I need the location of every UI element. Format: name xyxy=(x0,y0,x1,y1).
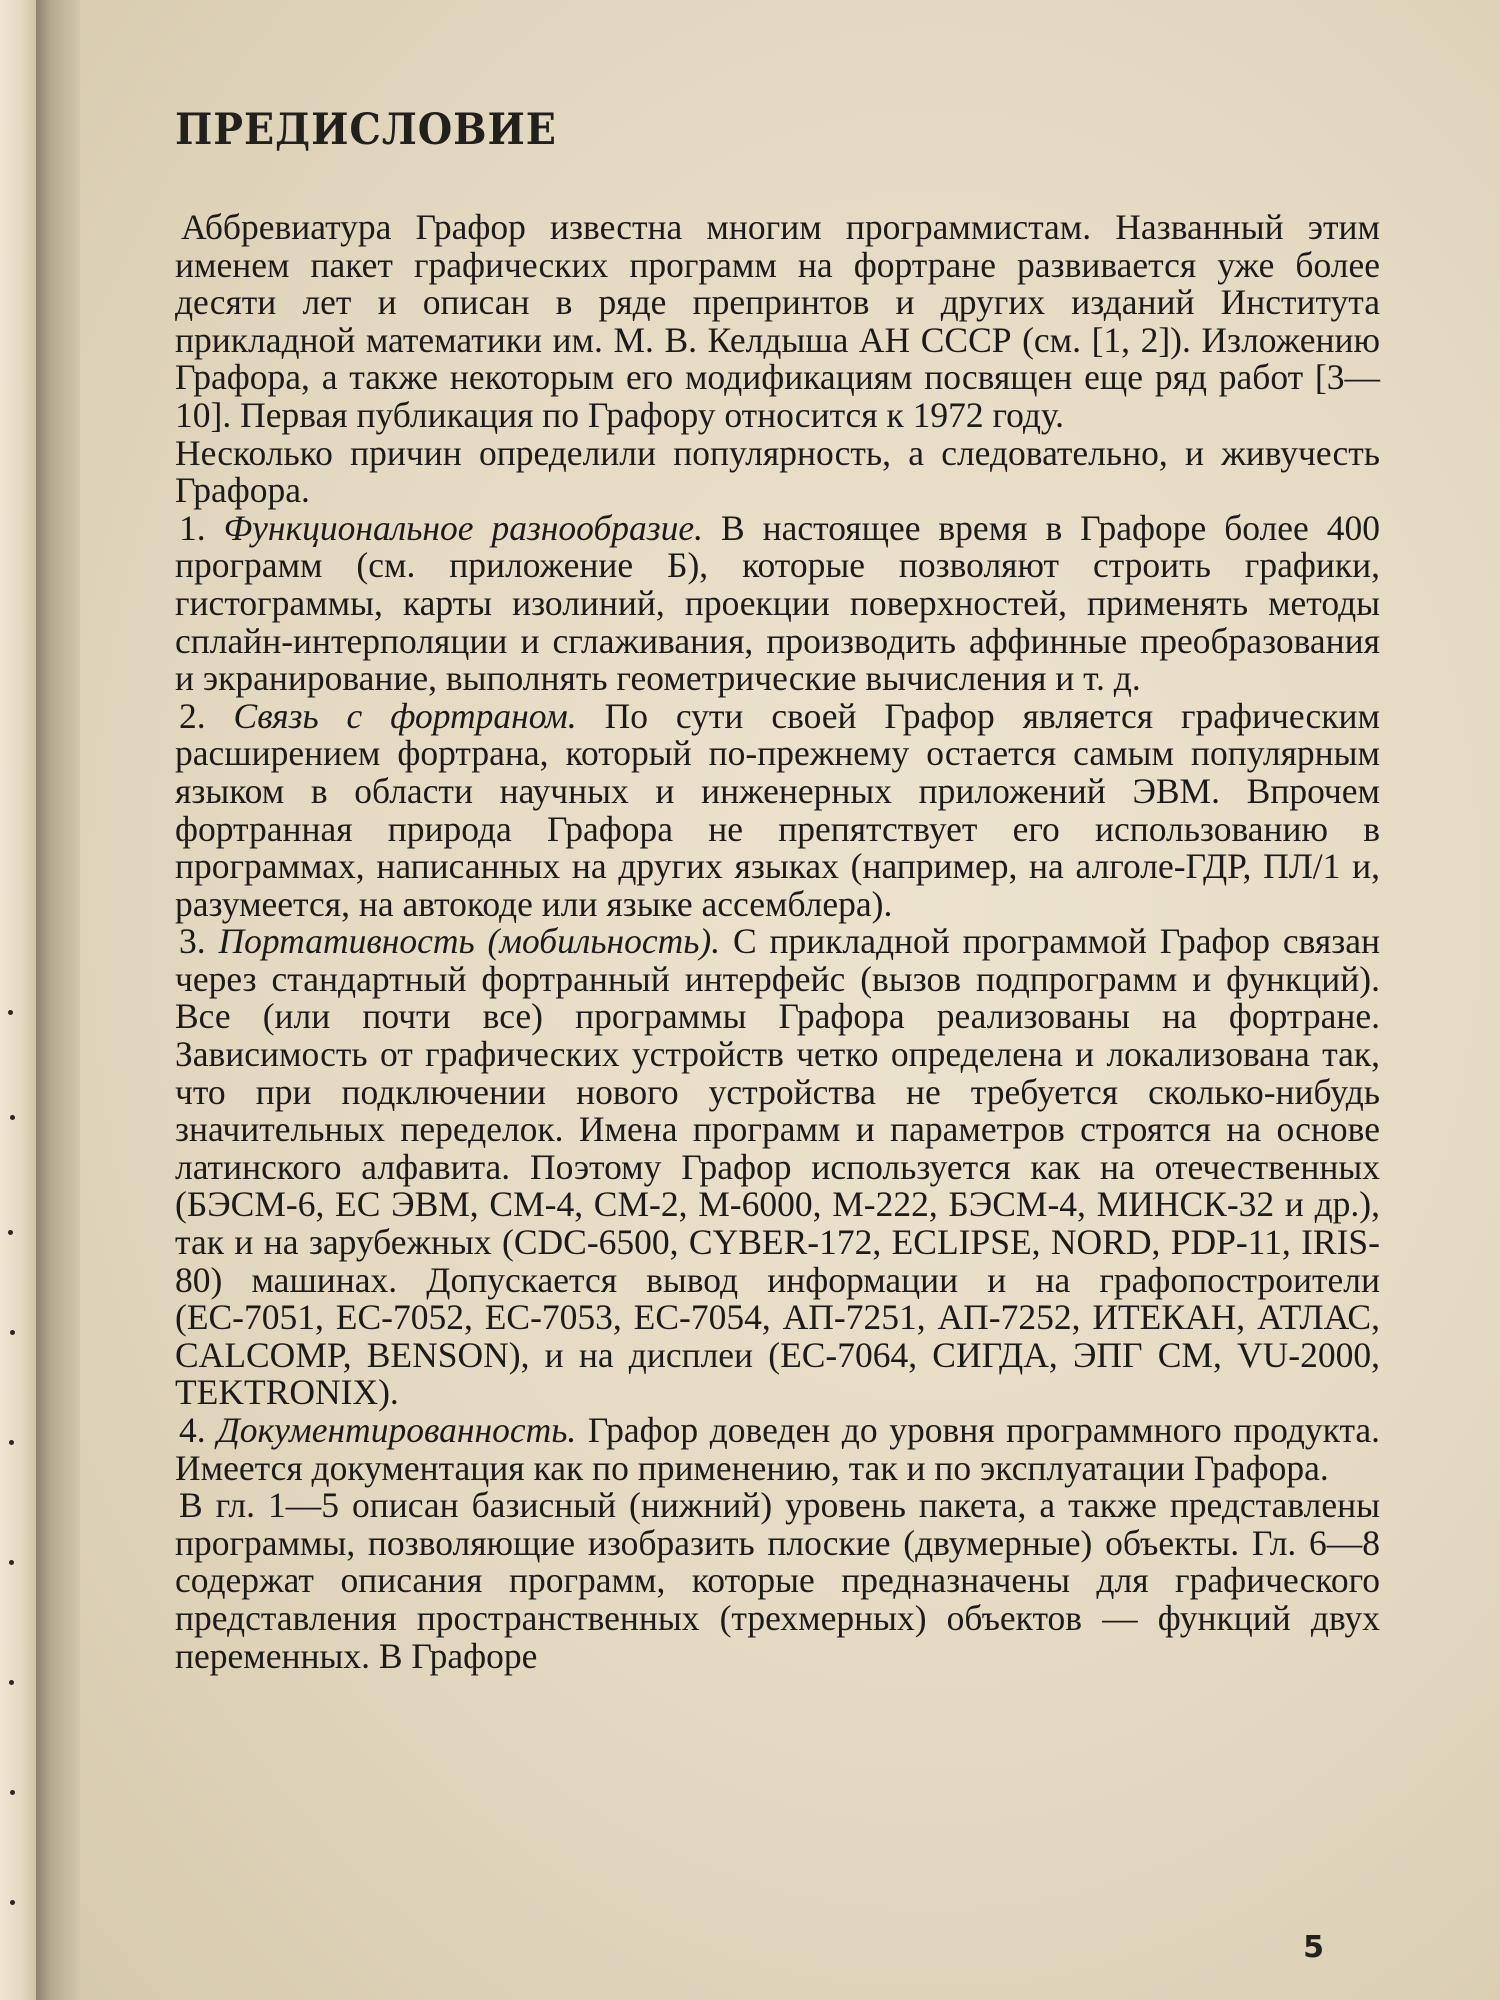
margin-mark xyxy=(8,1230,13,1235)
list-item-title: Документированность. xyxy=(217,1410,577,1450)
list-item-number: 2. xyxy=(179,695,206,736)
margin-mark xyxy=(9,1440,14,1445)
list-item-number: 3. xyxy=(179,921,206,962)
intro-paragraph xyxy=(175,209,1380,435)
paragraph-text: В гл. 1—5 описан базисный (нижний) уровень пакета, а также представлены программы, позволяющие изобразить плоские (двумерные) объекты. Гл. 6—8 содержат описания программ, которые предназначены для графического представления пространственных (трехмерных) объектов — функций двух переменных. В Графоре xyxy=(175,1485,1380,1676)
list-item xyxy=(175,1412,1380,1487)
page-content xyxy=(175,105,1380,1675)
margin-mark xyxy=(10,1115,15,1120)
list-item-text: По сути своей Графор является графическим расширением фортрана, который по-прежнему остается самым популярным языком в области научных и инженерных приложений ЭВМ. Впрочем фортранная природа Графора не препятствует его использованию в программах, написанных на других языках (например, на алголе-ГДР, ПЛ/1 и, разумеется, на автокоде или языке ассемблера). xyxy=(175,695,1381,924)
closing-paragraph xyxy=(175,1487,1380,1675)
margin-mark xyxy=(9,1680,14,1685)
margin-mark xyxy=(8,1010,13,1015)
list-item xyxy=(175,923,1380,1412)
paragraph-text: Аббревиатура Графор известна многим программистам. Названный этим именем пакет графических программ на фортране развивается уже более десяти лет и описан в ряде препринтов и других изданий Института прикладной математики им. М. В. Келдыша АН СССР (см. [1, 2]). Изложению Графора, а также некоторым его модификациям посвящен еще ряд работ [3—10]. Первая публикация по Графору относится к 1972 году. xyxy=(175,207,1380,435)
list-item-title: Портативность (мобильность). xyxy=(218,921,721,962)
page-number: 5 xyxy=(1303,1930,1324,1965)
list-item-text: С прикладной программой Графор связан через стандартный фортранный интерфейс (вызов подпрограмм и функций). Все (или почти все) программы Графора реализованы на фортране. Зависимость от графических устройств четко определена и локализована так, что при подключении нового устройства не требуется сколько-нибудь значительных переделок. Имена программ и параметров строятся на основе латинского алфавита. Поэтому Графор используется как на отечественных (БЭСМ-6, ЕС ЭВМ, СМ-4, СМ-2, М-6000, М-222, БЭСМ-4, МИНСК-32 и др.), так и на зарубежных (CDC-6500, CYBER-172, ECLIPSE, NORD, PDP-11, IRIS-80) машинах. Допускается вывод информации и на графопостроители (ЕС-7051, ЕС-7052, ЕС-7053, ЕС-7054, АП-7251, АП-7252, ИТЕКАН, АТЛАС, CALCOMP, BENSON), и на дисплеи (ЕС-7064, СИГДА, ЭПГ СМ, VU-2000, TEKTRONIX). xyxy=(175,921,1380,1413)
page-title: ПРЕДИСЛОВИЕ xyxy=(175,105,557,155)
reasons-paragraph xyxy=(175,432,1380,511)
list-item xyxy=(175,507,1380,699)
list-item-text: Графор доведен до уровня программного продукта. Имеется документация как по применению, так и по эксплуатации Графора. xyxy=(175,1410,1381,1488)
margin-mark xyxy=(10,1330,15,1335)
paragraph-text: Несколько причин определили популярность, а следовательно, и живучесть Графора. xyxy=(175,432,1380,511)
list-item-number: 1. xyxy=(179,507,206,548)
margin-mark xyxy=(10,1790,15,1795)
list-item-text: В настоящее время в Графоре более 400 программ (см. приложение Б), которые позволяют строить графики, гистограммы, карты изолиний, проекции поверхностей, применять методы сплайн-интерполяции и сглаживания, производить аффинные преобразования и экранирование, выполнять геометрические вычисления и т. д. xyxy=(175,507,1380,699)
list-item-number: 4. xyxy=(179,1410,206,1450)
list-item-title: Связь с фортраном. xyxy=(233,695,577,736)
margin-mark xyxy=(9,1560,14,1565)
margin-mark xyxy=(10,1900,15,1905)
list-item-title: Функциональное разнообразие. xyxy=(223,507,704,548)
facing-page-marks xyxy=(6,0,46,2000)
list-item xyxy=(175,695,1381,924)
